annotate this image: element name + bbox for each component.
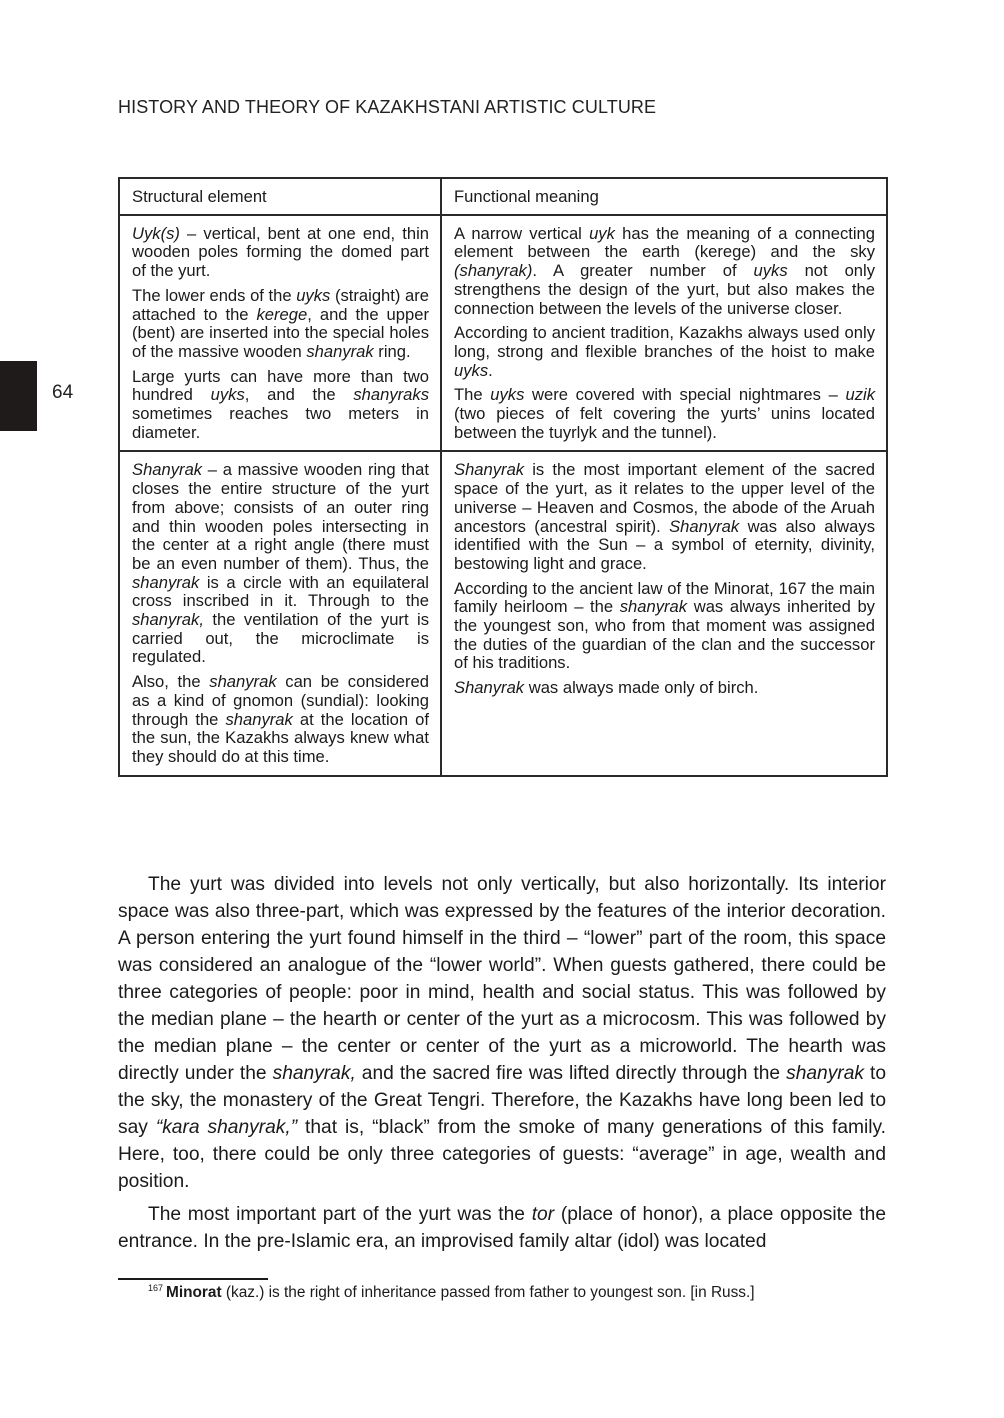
running-head: HISTORY AND THEORY OF KAZAKHSTANI ARTISTIC CULTURE: [118, 97, 657, 117]
table-row: [119, 215, 887, 452]
structure-table: [118, 177, 888, 777]
footnote: [148, 1284, 755, 1302]
cell-paragraph: A narrow vertical uyk has the meaning of a connecting element between the earth (kerege) and the sky (shanyrak). A greater number of uyks not only strengthens the design of the yurt, but also makes the connection between the levels of the universe closer.: [454, 223, 876, 318]
footnote-rule: [118, 1278, 268, 1280]
side-tab-marker: [0, 361, 37, 431]
cell-paragraph: Also, the shanyrak can be considered as a kind of gnomon (sundial): looking through the shanyrak at the location of the sun, the Kazakhs always knew what they should do at this time.: [132, 672, 429, 766]
body-paragraph: The yurt was divided into levels not only vertically, but also horizontally. Its interior space was also three-part, which was expressed by the features of the interior decoration. A person entering the yurt found himself in the third – “lower” part of the room, this space was considered an analogue of the “lower world”. When guests gathered, there could be three categories of people: poor in mind, health and social status. This was followed by the median plane – the hearth or center of the yurt as a microcosm. This was followed by the median plane – the center or center of the yurt as a microworld. The hearth was directly under the shanyrak, and the sacred fire was lifted directly through the shanyrak to the sky, the monastery of the Great Tengri. Therefore, the Kazakhs have long been led to say “kara shanyrak,” that is, “black” from the smoke of many generations of this family. Here, too, there could be only three categories of guests: “average” in age, wealth and position.: [118, 874, 886, 1192]
cell-paragraph: Shanyrak – a massive wooden ring that closes the entire structure of the yurt from above; consists of an outer ring and thin wooden poles intersecting in the center at a right angle (there must be an even number of them). Thus, the shanyrak is a circle with an equilateral cross inscribed in it. Through to the shanyrak, the ventilation of the yurt is carried out, the microclimate is regulated.: [132, 460, 429, 667]
cell-paragraph: The uyks were covered with special nightmares – uzik (two pieces of felt covering the yurts’ unins located between the tuyrlyk and the tunnel).: [454, 385, 875, 442]
footnote-term: Minorat: [166, 1284, 222, 1301]
cell-paragraph: Shanyrak is the most important element of the sacred space of the yurt, as it relates to the upper level of the universe – Heaven and Cosmos, the abode of the Aruah ancestors (ancestral spirit). Shanyrak was also always identified with the Sun – a symbol of eternity, divinity, bestowing light and grace.: [454, 460, 875, 573]
table-row: [119, 451, 887, 775]
table-header-row: [119, 178, 887, 215]
cell-paragraph: Large yurts can have more than two hundred uyks, and the shanyraks sometimes reaches two meters in diameter.: [132, 366, 429, 442]
cell-paragraph: Shanyrak was always made only of birch.: [454, 678, 759, 698]
body-paragraph: The most important part of the yurt was the tor (place of honor), a place opposite the entrance. In the pre-Islamic era, an improvised family altar (idol) was located: [118, 1204, 886, 1252]
footnote-text: (kaz.) is the right of inheritance passed from father to youngest son. [in Russ.]: [221, 1284, 755, 1301]
cell-paragraph: The lower ends of the uyks (straight) are attached to the kerege, and the upper (bent) are inserted into the special holes of the massive wooden shanyrak ring.: [132, 285, 430, 361]
page-number: 64: [52, 382, 74, 403]
cell-uyk-meaning: [441, 215, 887, 452]
header-structural-element: Structural element: [119, 178, 441, 215]
cell-paragraph: According to ancient tradition, Kazakhs always used only long, strong and flexible branches of the hoist to make uyks.: [454, 323, 875, 380]
footnote-number: 167: [148, 1283, 164, 1293]
cell-shanyrak-structure: [119, 451, 441, 775]
header-functional-meaning: Functional meaning: [441, 178, 887, 215]
body-text: [118, 871, 886, 1261]
cell-paragraph: According to the ancient law of the Minorat, 167 the main family heirloom – the shanyrak was always inherited by the youngest son, who from that moment was assigned the duties of the guardian of the clan and the successor of his traditions.: [454, 578, 875, 673]
cell-paragraph: Uyk(s) – vertical, bent at one end, thin wooden poles forming the domed part of the yurt.: [132, 223, 429, 281]
cell-uyk-structure: [119, 215, 441, 452]
cell-shanyrak-meaning: [441, 451, 887, 775]
